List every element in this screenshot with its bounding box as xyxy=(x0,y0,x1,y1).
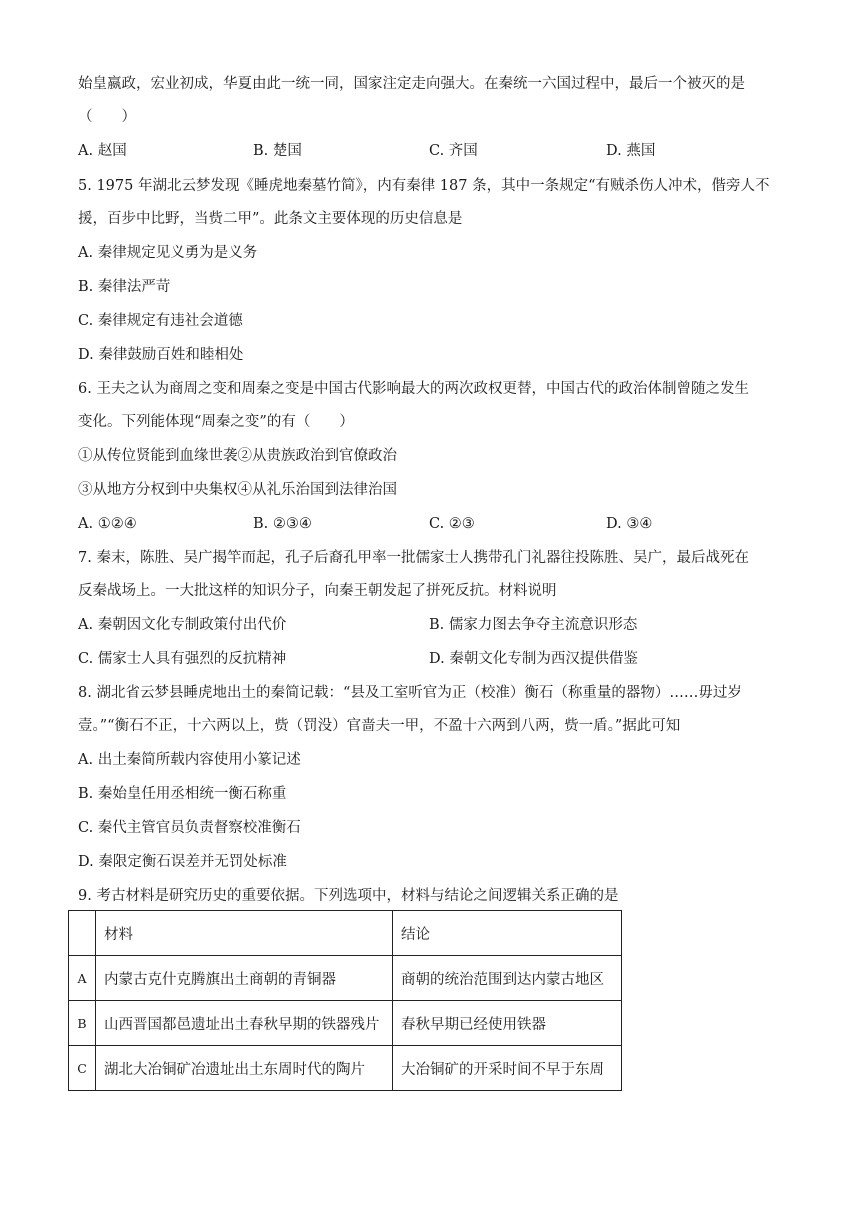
q4-option-b: B. 楚国 xyxy=(253,143,302,159)
q9-table xyxy=(68,910,622,1091)
q8-option-a: A. 出土秦简所载内容使用小篆记述 xyxy=(78,752,301,768)
q6-statements-1: ①从传位贤能到血缘世袭②从贵族政治到官僚政治 xyxy=(78,448,397,464)
row-conclusion: 大冶铜矿的开采时间不早于东周 xyxy=(393,1046,622,1091)
q5-stem-line2: 援，百步中比野，当赀二甲”。此条文主要体现的历史信息是 xyxy=(78,211,463,227)
q7-option-c: C. 儒家士人具有强烈的反抗精神 xyxy=(78,651,287,667)
table-row xyxy=(69,1001,622,1046)
q6-option-b: B. ②③④ xyxy=(253,516,312,532)
table-row xyxy=(69,956,622,1001)
row-material: 湖北大冶铜矿冶遗址出土东周时代的陶片 xyxy=(96,1046,393,1091)
table-header-row xyxy=(69,911,622,956)
q4-option-d: D. 燕国 xyxy=(606,143,656,159)
q4-option-a: A. 赵国 xyxy=(78,143,127,159)
q5-option-d: D. 秦律鼓励百姓和睦相处 xyxy=(78,347,244,363)
q6-option-c: C. ②③ xyxy=(429,516,475,532)
q8-stem-line2: 壹。”“衡石不正，十六两以上，赀（罚没）官啬夫一甲，不盈十六两到八两，赀一盾。”据此可知 xyxy=(78,718,681,734)
row-label: C xyxy=(69,1046,96,1091)
q8-option-b: B. 秦始皇任用丞相统一衡石称重 xyxy=(78,786,287,802)
q8-option-c: C. 秦代主管官员负责督察校准衡石 xyxy=(78,820,301,836)
q7-stem-line2: 反秦战场上。一大批这样的知识分子，向秦王朝发起了拼死反抗。材料说明 xyxy=(78,583,557,599)
q4-stem-end: 始皇嬴政，宏业初成，华夏由此一统一同，国家注定走向强大。在秦统一六国过程中，最后一个被灭的是 xyxy=(78,76,745,92)
table-header-conclusion: 结论 xyxy=(393,911,622,956)
q5-option-b: B. 秦律法严苛 xyxy=(78,279,171,295)
q8-stem-line1: 8. 湖北省云梦县睡虎地出土的秦简记载：“县及工室听官为正（校准）衡石（称重量的器物）……毋过岁 xyxy=(78,685,742,701)
row-label: B xyxy=(69,1001,96,1046)
q7-stem-line1: 7. 秦末，陈胜、吴广揭竿而起，孔子后裔孔甲率一批儒家士人携带孔门礼器往投陈胜、吴广，最后战死在 xyxy=(78,550,749,566)
q5-option-c: C. 秦律规定有违社会道德 xyxy=(78,313,243,329)
q6-stem-line2: 变化。下列能体现“周秦之变”的有（ ） xyxy=(78,414,354,430)
q7-option-d: D. 秦朝文化专制为西汉提供借鉴 xyxy=(429,651,638,667)
q6-statements-2: ③从地方分权到中央集权④从礼乐治国到法律治国 xyxy=(78,482,397,498)
q9-stem: 9. 考古材料是研究历史的重要依据。下列选项中，材料与结论之间逻辑关系正确的是 xyxy=(78,888,619,904)
q7-option-b: B. 儒家力图去争夺主流意识形态 xyxy=(429,617,638,633)
q4-option-c: C. 齐国 xyxy=(429,143,478,159)
q5-stem-line1: 5. 1975 年湖北云梦发现《睡虎地秦墓竹简》，内有秦律 187 条，其中一条规定“有贼杀伤人冲术，偕旁人不 xyxy=(78,178,770,194)
q7-option-a: A. 秦朝因文化专制政策付出代价 xyxy=(78,617,287,633)
table-header-material: 材料 xyxy=(96,911,393,956)
row-conclusion: 春秋早期已经使用铁器 xyxy=(393,1001,622,1046)
row-material: 内蒙古克什克腾旗出土商朝的青铜器 xyxy=(96,956,393,1001)
row-conclusion: 商朝的统治范围到达内蒙古地区 xyxy=(393,956,622,1001)
q6-option-a: A. ①②④ xyxy=(78,516,137,532)
table-row xyxy=(69,1046,622,1091)
row-material: 山西晋国都邑遗址出土春秋早期的铁器残片 xyxy=(96,1001,393,1046)
q6-option-d: D. ③④ xyxy=(606,516,653,532)
q6-stem-line1: 6. 王夫之认为商周之变和周秦之变是中国古代影响最大的两次政权更替，中国古代的政治体制曾随之发生 xyxy=(78,381,749,397)
q8-option-d: D. 秦限定衡石误差并无罚处标准 xyxy=(78,854,287,870)
row-label: A xyxy=(69,956,96,1001)
table-header-label xyxy=(69,911,96,956)
q4-answer-paren: （ ） xyxy=(78,109,136,125)
q5-option-a: A. 秦律规定见义勇为是义务 xyxy=(78,245,258,261)
